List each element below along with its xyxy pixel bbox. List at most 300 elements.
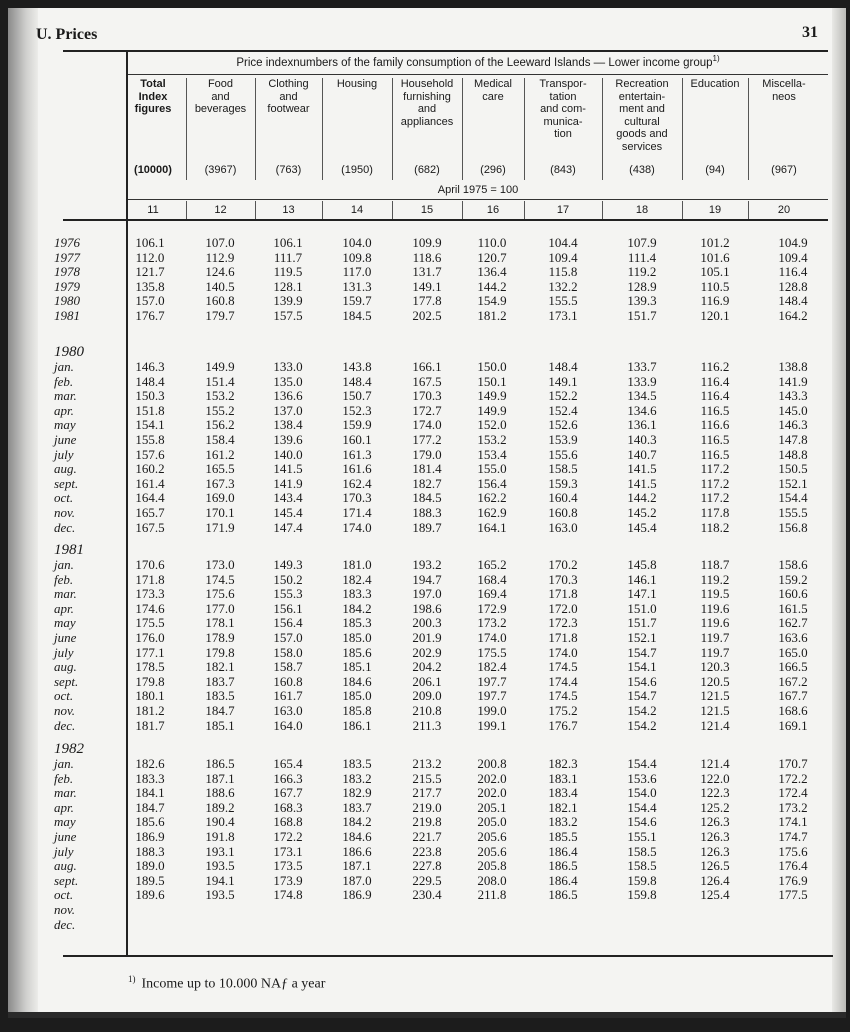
table-cell: 160.8 — [273, 673, 303, 689]
table-cell: 172.3 — [548, 615, 578, 631]
table-cell: 162.9 — [477, 505, 507, 520]
table-cell: 202.0 — [477, 770, 507, 786]
table-cell: 182.6 — [135, 756, 165, 771]
table-cell: 159.8 — [627, 887, 657, 903]
table-cell: 169.1 — [778, 717, 808, 733]
table-cell: 183.7 — [205, 673, 235, 689]
table-cell: 181.2 — [477, 308, 507, 323]
row-label: may — [54, 417, 76, 433]
page-number: 31 — [802, 24, 818, 41]
table-cell: 182.7 — [412, 475, 442, 491]
row-label: oct. — [54, 887, 74, 903]
row-label: aug. — [54, 858, 77, 874]
table-cell: 105.1 — [700, 264, 730, 280]
table-cell: 186.4 — [548, 843, 578, 859]
column-header-label: and com- — [540, 103, 586, 115]
table-cell: 179.0 — [412, 446, 442, 462]
table-cell: 144.2 — [627, 490, 657, 506]
table-cell: 185.6 — [135, 814, 165, 830]
column-weight: (843) — [550, 164, 576, 176]
table-cell: 143.3 — [778, 388, 808, 404]
table-cell: 124.6 — [205, 264, 235, 280]
table-cell: 116.5 — [700, 402, 730, 418]
table-cell: 175.6 — [778, 843, 808, 859]
table-cell: 181.4 — [412, 461, 442, 477]
table-cell: 118.6 — [412, 249, 442, 265]
table-cell: 158.5 — [627, 858, 657, 874]
table-cell: 141.9 — [273, 475, 303, 491]
table-cell: 106.1 — [135, 235, 165, 250]
footnote-text: Income up to 10.000 NAƒ a year — [141, 976, 326, 992]
column-header-label: neos — [772, 90, 796, 103]
table-top-rule — [63, 50, 828, 52]
table-cell: 152.1 — [627, 630, 657, 645]
table-cell: 173.2 — [477, 615, 507, 631]
table-cell: 205.1 — [477, 799, 507, 815]
table-title-footnote-mark: 1) — [712, 54, 720, 63]
table-cell: 149.9 — [477, 388, 507, 404]
row-label: july — [54, 843, 74, 859]
column-header-label: footwear — [267, 103, 310, 115]
table-cell: 197.7 — [477, 673, 507, 689]
row-label: apr. — [54, 600, 74, 616]
table-cell: 117.2 — [700, 461, 730, 477]
row-label: june — [54, 432, 77, 447]
table-cell: 134.5 — [627, 388, 657, 404]
table-cell: 145.4 — [627, 519, 657, 535]
table-cell: 170.2 — [548, 557, 578, 572]
table-cell: 104.9 — [778, 235, 808, 250]
column-header-label: tion — [554, 128, 572, 140]
table-cell: 202.0 — [477, 785, 507, 801]
column-header-label: cultural — [624, 115, 660, 128]
table-cell: 170.3 — [548, 571, 578, 587]
table-cell: 173.9 — [273, 872, 303, 888]
table-cell: 126.5 — [700, 858, 730, 874]
table-cell: 174.8 — [273, 887, 303, 903]
table-cell: 119.7 — [700, 630, 730, 645]
table-cell: 173.1 — [548, 308, 578, 323]
table-cell: 125.4 — [700, 887, 730, 903]
table-cell: 185.5 — [548, 829, 578, 844]
table-cell: 110.5 — [700, 278, 730, 294]
table-cell: 116.6 — [700, 417, 730, 433]
table-cell: 149.1 — [548, 373, 578, 389]
column-header-label: tation — [549, 90, 577, 103]
row-label: 1978 — [54, 264, 80, 280]
table-cell: 154.2 — [627, 717, 657, 733]
table-cell: 157.0 — [273, 630, 303, 645]
table-cell: 109.4 — [778, 249, 808, 265]
row-label: nov. — [54, 703, 76, 718]
table-cell: 121.4 — [700, 756, 730, 771]
column-header-label: Medical — [474, 78, 512, 90]
table-cell: 187.1 — [205, 770, 235, 786]
column-header-label: Recreation — [615, 78, 669, 90]
table-cell: 184.5 — [342, 308, 372, 323]
table-cell: 160.2 — [135, 461, 165, 477]
table-cell: 177.2 — [412, 432, 442, 447]
table-cell: 140.7 — [627, 446, 657, 462]
table-cell: 154.2 — [627, 703, 657, 718]
table-cell: 172.0 — [548, 600, 578, 616]
table-cell: 141.5 — [627, 461, 657, 477]
table-cell: 116.5 — [700, 432, 730, 447]
table-cell: 134.6 — [627, 402, 657, 418]
table-cell: 182.4 — [342, 571, 372, 587]
table-cell: 178.5 — [135, 659, 165, 675]
column-header-label: furnishing — [403, 90, 451, 103]
table-cell: 116.2 — [700, 359, 730, 374]
table-cell: 111.7 — [273, 249, 303, 265]
table-cell: 205.0 — [477, 814, 507, 830]
row-label: 1976 — [54, 235, 80, 250]
row-label: aug. — [54, 461, 77, 477]
row-label: mar. — [54, 586, 77, 602]
table-cell: 219.0 — [412, 799, 442, 815]
table-cell: 119.7 — [700, 644, 730, 660]
title-rule — [128, 74, 828, 75]
table-cell: 170.3 — [342, 490, 372, 506]
row-label: may — [54, 615, 76, 631]
table-cell: 165.0 — [778, 644, 808, 660]
table-cell: 101.2 — [700, 235, 730, 250]
table-cell: 170.3 — [412, 388, 442, 404]
row-label: nov. — [54, 902, 76, 917]
table-cell: 116.9 — [700, 293, 730, 309]
table-cell: 148.4 — [135, 373, 165, 389]
column-header-label: figures — [134, 103, 172, 115]
table-cell: 161.3 — [342, 446, 372, 462]
column-number: 20 — [777, 204, 791, 216]
table-cell: 128.9 — [627, 278, 657, 294]
table-cell: 152.3 — [342, 402, 372, 418]
table-cell: 190.4 — [205, 814, 235, 830]
table-cell: 163.6 — [778, 630, 808, 645]
table-cell: 230.4 — [412, 887, 442, 903]
table-cell: 118.7 — [700, 557, 730, 572]
column-header — [524, 78, 603, 180]
year-heading: 1980 — [54, 344, 84, 360]
table-cell: 205.8 — [477, 858, 507, 874]
table-cell: 163.0 — [548, 519, 578, 535]
column-weight: (438) — [629, 164, 655, 176]
table-cell: 156.1 — [273, 600, 303, 616]
table-cell: 184.7 — [135, 799, 165, 815]
table-cell: 184.2 — [342, 600, 372, 616]
table-cell: 186.9 — [342, 887, 372, 903]
table-cell: 184.2 — [342, 814, 372, 830]
column-header — [602, 78, 683, 180]
table-cell: 173.2 — [778, 799, 808, 815]
table-cell: 152.1 — [778, 475, 808, 491]
table-cell: 186.1 — [342, 717, 372, 733]
table-cell: 176.0 — [135, 630, 165, 645]
table-cell: 154.0 — [627, 785, 657, 801]
column-header — [462, 78, 525, 180]
table-cell: 189.7 — [412, 519, 442, 535]
table-cell: 168.3 — [273, 799, 303, 815]
table-cell: 215.5 — [412, 770, 442, 786]
column-header-label: and — [211, 90, 230, 103]
table-cell: 188.3 — [412, 505, 442, 520]
table-cell: 154.9 — [477, 293, 507, 309]
table-cell: 157.0 — [135, 293, 165, 309]
table-cell: 107.0 — [205, 235, 235, 250]
table-cell: 223.8 — [412, 843, 442, 859]
table-cell: 154.4 — [778, 490, 808, 506]
table-cell: 202.5 — [412, 308, 442, 323]
column-header — [255, 78, 323, 180]
table-cell: 185.0 — [342, 688, 372, 704]
column-header-label: services — [621, 140, 663, 153]
table-cell: 189.6 — [135, 887, 165, 903]
table-cell: 154.1 — [135, 417, 165, 433]
table-cell: 170.7 — [778, 756, 808, 771]
table-cell: 109.8 — [342, 249, 372, 265]
table-cell: 107.9 — [627, 235, 657, 250]
table-cell: 167.5 — [135, 519, 165, 535]
table-cell: 150.3 — [135, 388, 165, 404]
table-cell: 227.8 — [412, 858, 442, 874]
column-weight: (94) — [705, 164, 725, 176]
table-cell: 155.2 — [205, 402, 235, 418]
table-cell: 187.1 — [342, 858, 372, 874]
table-cell: 208.0 — [477, 872, 507, 888]
column-number: 15 — [392, 201, 463, 219]
table-cell: 173.0 — [205, 557, 235, 572]
table-cell: 119.5 — [700, 586, 730, 602]
row-label: oct. — [54, 490, 74, 506]
table-cell: 165.5 — [205, 461, 235, 477]
table-cell: 205.6 — [477, 829, 507, 844]
table-cell: 191.8 — [205, 829, 235, 844]
table-cell: 119.2 — [627, 264, 657, 280]
table-cell: 143.4 — [273, 490, 303, 506]
row-label: apr. — [54, 402, 74, 418]
table-cell: 136.1 — [627, 417, 657, 433]
footnote-mark: 1) — [128, 974, 136, 984]
table-cell: 120.7 — [477, 249, 507, 265]
table-cell: 173.1 — [273, 843, 303, 859]
header-bottom-rule — [63, 219, 828, 221]
table-cell: 141.5 — [627, 475, 657, 491]
table-cell: 136.4 — [477, 264, 507, 280]
table-cell: 184.1 — [135, 785, 165, 801]
column-weight: (967) — [771, 164, 797, 176]
table-cell: 112.9 — [205, 249, 235, 265]
table-cell: 158.5 — [548, 461, 578, 477]
table-cell: 174.1 — [778, 814, 808, 830]
column-number: 12 — [186, 201, 256, 219]
table-cell: 197.0 — [412, 586, 442, 602]
table-cell: 117.2 — [700, 490, 730, 506]
table-cell: 104.0 — [342, 235, 372, 250]
table-cell: 219.8 — [412, 814, 442, 830]
table-cell: 173.5 — [273, 858, 303, 874]
column-header-label: Index — [138, 90, 168, 103]
row-label: 1981 — [54, 308, 80, 323]
table-cell: 141.9 — [778, 373, 808, 389]
row-label: 1980 — [54, 293, 80, 309]
column-header-label: and — [417, 103, 437, 115]
table-cell: 115.8 — [548, 264, 578, 280]
table-cell: 176.7 — [548, 717, 578, 733]
table-cell: 168.6 — [778, 703, 808, 718]
column-header-label: and — [279, 90, 298, 103]
table-cell: 182.9 — [342, 785, 372, 801]
table-cell: 167.5 — [412, 373, 442, 389]
table-cell: 145.4 — [273, 505, 303, 520]
table-cell: 165.2 — [477, 557, 507, 572]
row-label: feb. — [54, 770, 74, 786]
table-title — [128, 54, 828, 72]
table-cell: 161.5 — [778, 600, 808, 616]
table-cell: 155.5 — [778, 505, 808, 520]
table-cell: 165.4 — [273, 756, 303, 771]
table-cell: 131.7 — [412, 264, 442, 280]
column-header-label: Food — [207, 78, 234, 90]
table-cell: 154.4 — [627, 799, 657, 815]
column-header-label: Transpor- — [539, 78, 587, 90]
row-label: feb. — [54, 571, 74, 587]
column-header-label: ment and — [619, 103, 665, 115]
table-cell: 122.3 — [700, 785, 730, 801]
table-cell: 211.8 — [477, 887, 507, 903]
table-cell: 179.8 — [135, 673, 165, 689]
table-cell: 121.7 — [135, 264, 165, 280]
table-cell: 119.2 — [700, 571, 730, 587]
row-label: dec. — [54, 717, 76, 733]
table-cell: 194.1 — [205, 872, 235, 888]
table-cell: 158.5 — [627, 843, 657, 859]
table-cell: 119.6 — [700, 615, 730, 631]
table-cell: 172.4 — [778, 785, 808, 801]
table-cell: 147.1 — [627, 586, 657, 602]
table-cell: 164.0 — [273, 717, 303, 733]
table-cell: 167.3 — [205, 475, 235, 491]
table-cell: 138.4 — [273, 417, 303, 433]
column-weight: (763) — [275, 164, 302, 176]
table-cell: 144.2 — [477, 278, 507, 294]
table-cell: 150.5 — [778, 461, 808, 477]
table-cell: 156.4 — [477, 475, 507, 491]
table-cell: 156.8 — [778, 519, 808, 535]
column-header — [682, 78, 749, 180]
table-bottom-rule — [63, 955, 833, 957]
table-cell: 171.8 — [548, 630, 578, 645]
table-cell: 164.1 — [477, 519, 507, 535]
column-header — [392, 78, 463, 180]
table-cell: 184.6 — [342, 829, 372, 844]
table-cell: 150.7 — [342, 388, 372, 404]
table-cell: 194.7 — [412, 571, 442, 587]
table-cell: 163.0 — [273, 703, 303, 718]
table-cell: 221.7 — [412, 829, 442, 844]
table-cell: 150.2 — [273, 571, 303, 587]
table-cell: 109.9 — [412, 235, 442, 250]
table-cell: 170.1 — [205, 505, 235, 520]
table-cell: 200.3 — [412, 615, 442, 631]
table-cell: 181.2 — [135, 703, 165, 718]
table-cell: 186.5 — [548, 858, 578, 874]
column-header-label: munica- — [543, 115, 583, 128]
row-label: sept. — [54, 673, 79, 689]
table-cell: 183.3 — [342, 586, 372, 602]
table-cell: 179.7 — [205, 308, 235, 323]
table-cell: 164.2 — [778, 308, 808, 323]
table-cell: 174.6 — [135, 600, 165, 616]
table-cell: 165.7 — [135, 505, 165, 520]
row-label: oct. — [54, 688, 74, 704]
table-cell: 155.8 — [135, 432, 165, 447]
table-cell: 161.2 — [205, 446, 235, 462]
table-cell: 126.3 — [700, 843, 730, 859]
table-cell: 145.8 — [627, 557, 657, 572]
book-spine — [8, 8, 38, 1018]
table-cell: 171.9 — [205, 519, 235, 535]
table-cell: 178.9 — [205, 630, 235, 645]
table-cell: 201.9 — [412, 630, 442, 645]
table-cell: 138.8 — [778, 359, 808, 374]
table-cell: 148.8 — [778, 446, 808, 462]
table-cell: 150.0 — [477, 359, 507, 374]
table-cell: 154.7 — [627, 688, 657, 704]
table-cell: 140.5 — [205, 278, 235, 294]
table-cell: 160.8 — [548, 505, 578, 520]
table-cell: 128.8 — [778, 278, 808, 294]
table-cell: 186.4 — [548, 872, 578, 888]
table-cell: 126.3 — [700, 829, 730, 844]
table-cell: 174.5 — [205, 571, 235, 587]
table-cell: 151.7 — [627, 615, 657, 631]
column-number-rule — [128, 199, 828, 200]
table-cell: 128.1 — [273, 278, 303, 294]
table-cell: 153.6 — [627, 770, 657, 786]
table-cell: 126.4 — [700, 872, 730, 888]
table-cell: 117.8 — [700, 505, 730, 520]
table-cell: 149.1 — [412, 278, 442, 294]
column-number: 18 — [602, 201, 683, 219]
table-cell: 186.6 — [342, 843, 372, 859]
table-cell: 152.0 — [477, 417, 507, 433]
table-cell: 213.2 — [412, 756, 442, 771]
table-cell: 151.0 — [627, 600, 657, 616]
table-cell: 139.9 — [273, 293, 303, 309]
table-cell: 131.3 — [342, 278, 372, 294]
table-cell: 141.5 — [273, 461, 303, 477]
table-cell: 120.3 — [700, 659, 730, 675]
table-cell: 174.0 — [412, 417, 442, 433]
table-cell: 193.5 — [205, 887, 235, 903]
table-cell: 153.2 — [205, 388, 235, 404]
column-header-label: appliances — [400, 115, 454, 128]
table-cell: 210.8 — [412, 703, 442, 718]
table-cell: 119.5 — [273, 264, 303, 280]
table-cell: 183.2 — [342, 770, 372, 786]
table-cell: 175.5 — [477, 644, 507, 660]
table-cell: 167.7 — [778, 688, 808, 704]
table-cell: 157.5 — [273, 308, 303, 323]
table-cell: 181.0 — [342, 557, 372, 572]
table-cell: 160.1 — [342, 432, 372, 447]
table-cell: 193.2 — [412, 557, 442, 572]
row-label: nov. — [54, 505, 76, 520]
table-cell: 140.3 — [627, 432, 657, 447]
table-cell: 168.8 — [273, 814, 303, 830]
table-cell: 182.3 — [548, 756, 578, 771]
table-cell: 167.2 — [778, 673, 808, 689]
